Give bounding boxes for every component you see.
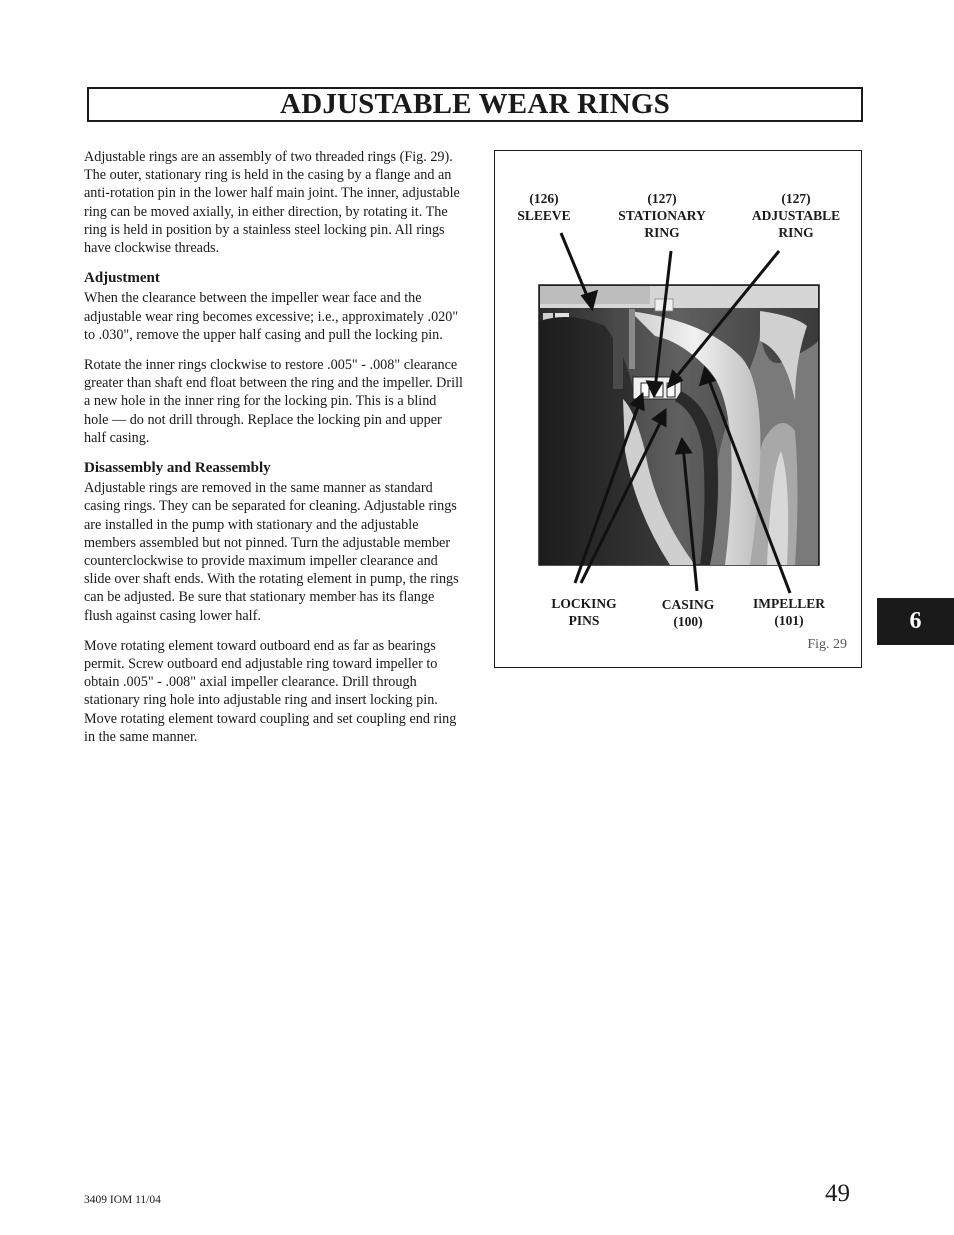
body-text xyxy=(84,148,464,758)
footer-doc-id: 3409 IOM 11/04 xyxy=(84,1194,161,1206)
label-adjustable-ring: (127) ADJUSTABLE RING xyxy=(751,191,841,240)
adjustment-paragraph-2: Rotate the inner rings clockwise to restore .005" - .008" clearance greater than shaft end float between the ring and the impeller. Drill a new hole in the inner ring for the locking pin. This is a blind hole — do not drill through. Replace the locking pin and upper half casing. xyxy=(84,357,463,446)
disassembly-heading: Disassembly and Reassembly xyxy=(84,460,271,477)
page-title: ADJUSTABLE WEAR RINGS xyxy=(280,88,670,120)
title-box xyxy=(87,87,863,122)
disassembly-paragraph-1: Adjustable rings are removed in the same manner as standard casing rings. They can be separated for cleaning. Adjustable rings are installed in the pump with stationary and the adjustable members assembled but not pinned. Turn the adjustable member counterclockwise to provide maximum impeller clearance and slide over shaft ends. With the rotating element in pump, the rings can be adjusted. Be sure that stationary member has its flange flush against casing lower half. xyxy=(84,480,459,624)
figure-29 xyxy=(494,150,862,668)
figure-caption: Fig. 29 xyxy=(807,637,847,652)
page-number: 49 xyxy=(825,1180,850,1207)
label-casing: CASING (100) xyxy=(661,597,715,629)
label-stationary-ring: (127) STATIONARY RING xyxy=(618,191,706,240)
label-locking-pins: LOCKING PINS xyxy=(551,596,617,628)
label-sleeve: (126) SLEEVE xyxy=(517,191,571,223)
adjustment-heading: Adjustment xyxy=(84,270,160,287)
section-tab: 6 xyxy=(877,598,954,645)
label-impeller: IMPELLER (101) xyxy=(752,596,825,628)
adjustment-paragraph-1: When the clearance between the impeller wear face and the adjustable wear ring becomes excessive; i.e., approximately .020" to .030", remove the upper half casing and pull the locking pin. xyxy=(84,290,459,343)
intro-paragraph: Adjustable rings are an assembly of two threaded rings (Fig. 29). The outer, stationary ring is held in the casing by a flange and an anti-rotation pin in the lower half main joint. The inner, adjustable ring can be moved axially, in either direction, by rotating it. The ring is held in position by a stainless steel locking pin. All rings have clockwise threads. xyxy=(84,149,460,257)
disassembly-paragraph-2: Move rotating element toward outboard end as far as bearings permit. Screw outboard end adjustable ring toward impeller to obtain .005" - .008" axial impeller clearance. Drill through stationary ring hole into adjustable ring and insert locking pin. Move rotating element toward coupling and set coupling end ring in the same manner. xyxy=(84,637,457,745)
